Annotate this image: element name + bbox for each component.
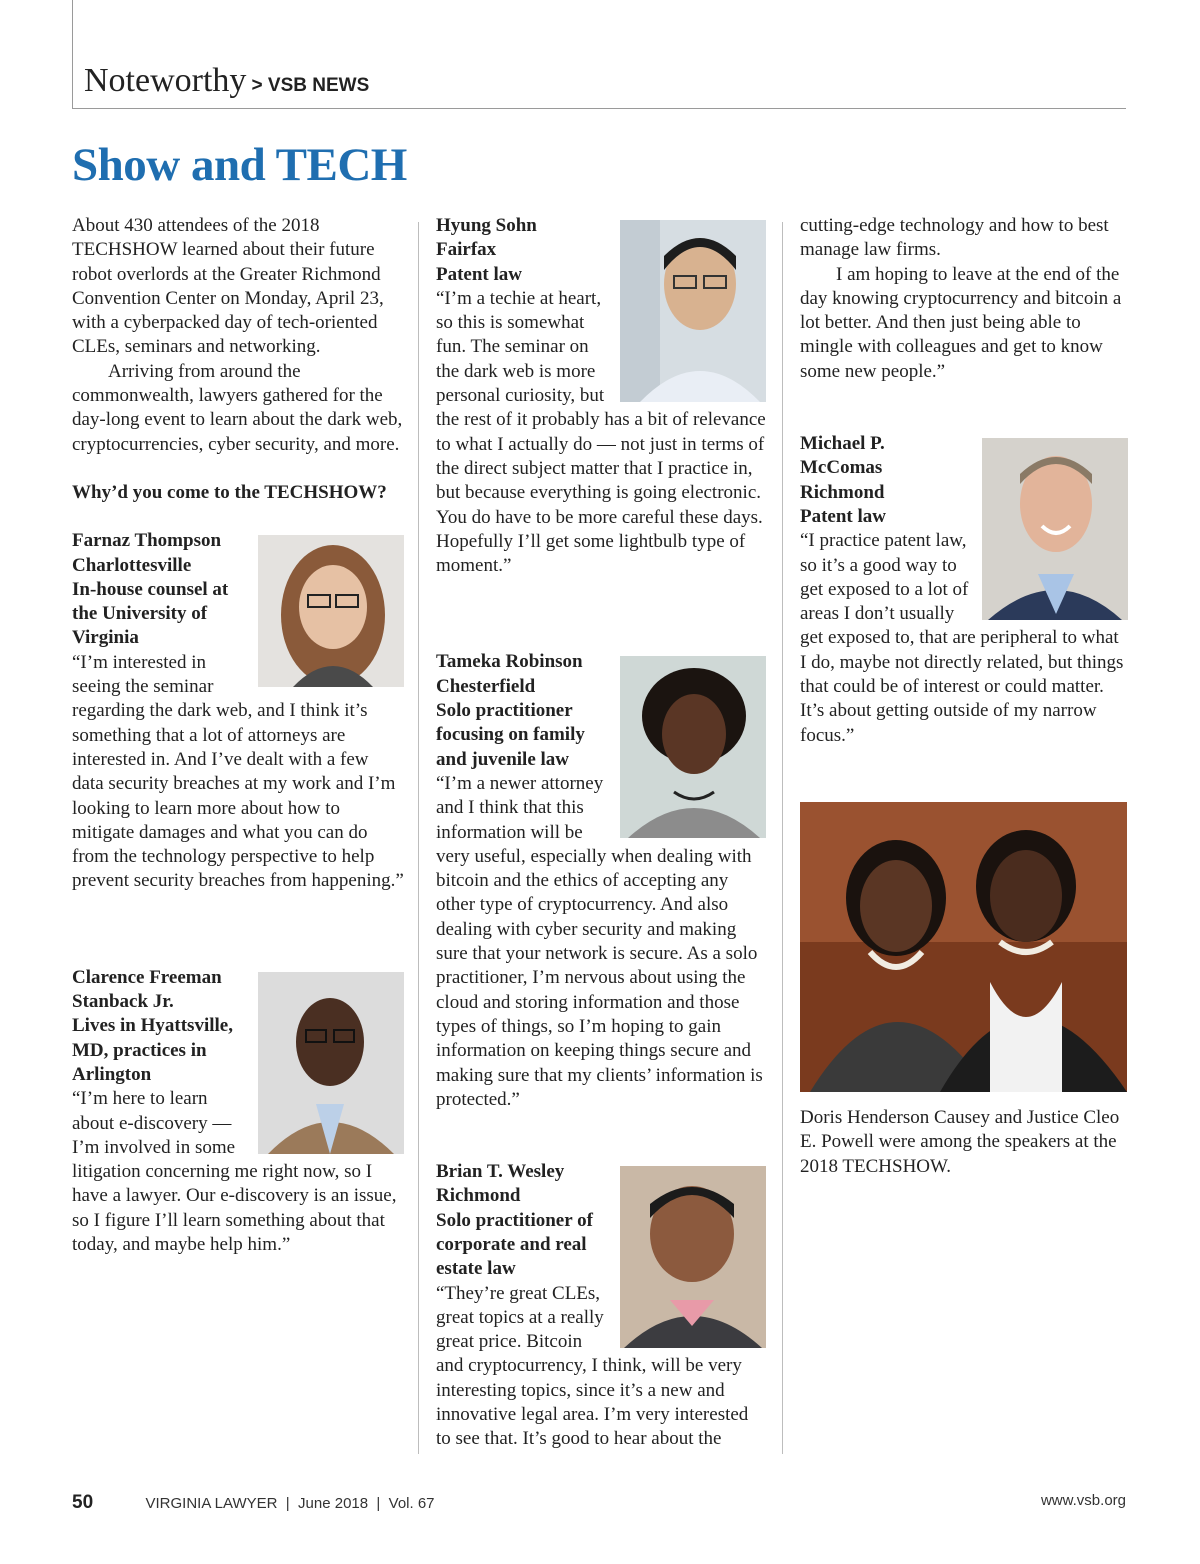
header-vertical-rule — [72, 0, 73, 108]
profile-location: Chesterfield — [436, 675, 536, 697]
profile-name: Brian T. Wesley — [436, 1161, 565, 1183]
profile-role: Patent law — [436, 263, 523, 285]
profile-quote: “I’m interested in seeing the seminar regarding the dark web, and I think it’s something that a lot of attorneys are interested in. And I’ve dealt with a few data security breaches at my work and I’m looking to learn more about how to mitigate damages and what you can do from the technology perspective to help prevent security breaches from happening.” — [72, 651, 404, 892]
profile-quote: “They’re great CLEs, great topics at a really great price. Bitcoin and cryptocurrency, I think, will be very interesting topics, since it’s a new and innovative legal area. I’m very interested to see that. It’s good to hear about the — [436, 1282, 749, 1450]
publication-info: VIRGINIA LAWYER | June 2018 | Vol. 67 — [145, 1495, 435, 1512]
profile-name: Hyung Sohn — [436, 215, 537, 236]
profile-name: Farnaz Thompson — [72, 530, 222, 552]
profile-tameka-robinson — [436, 650, 766, 1112]
profile-role: Solo practitioner of corporate and real estate law — [436, 1209, 593, 1280]
column-divider — [782, 222, 783, 1454]
profile-quote: “I’m a techie at heart, so this is somewhat fun. The seminar on the dark web is more personal curiosity, but the rest of it probably has a bit of relevance to what I actually do — not just in terms of the direct subject matter that I practice in, but because everything is going electronic. You do have to be more careful these days. Hopefully I’ll get some lightbulb type of moment.” — [436, 287, 766, 577]
portrait-photo — [620, 656, 766, 838]
profile-role: Lives in Hyattsville, MD, practices in Arlington — [72, 1015, 233, 1085]
portrait-photo — [258, 535, 404, 687]
profile-clarence-stanback — [72, 966, 404, 1258]
profile-name: Tameka Robinson — [436, 651, 583, 673]
portrait-photo — [258, 972, 404, 1154]
profile-location: Charlottesville — [72, 554, 192, 576]
profile-quote-continued: cutting-edge technology and how to best manage law firms. — [800, 215, 1109, 261]
portrait-photo — [620, 220, 766, 402]
column-3 — [800, 214, 1128, 748]
column-1 — [72, 214, 404, 1257]
portrait-photo — [620, 1166, 766, 1348]
section-breadcrumb: > VSB NEWS — [251, 75, 370, 96]
intro-paragraph: Arriving from around the commonwealth, lawyers gathered for the day-long event to learn about the dark web, cryptocurrencies, cyber security, and more. — [72, 360, 403, 455]
profile-name: Michael P. McComas — [800, 433, 885, 479]
section-name: Noteworthy — [84, 62, 247, 99]
section-header — [84, 62, 369, 100]
speakers-photo — [800, 802, 1127, 1092]
header-horizontal-rule — [72, 108, 1126, 109]
profile-quote: “I practice patent law, so it’s a good way to get exposed to a lot of areas I don’t usually get exposed to, that are peripheral to what I do, maybe not directly related, but things that could be of interest or could matter. It’s about getting outside of my narrow focus.” — [800, 530, 1124, 746]
profile-name: Clarence Freeman Stanback Jr. — [72, 966, 222, 1013]
footer-left — [72, 1492, 435, 1514]
profile-quote-continued: I am hoping to leave at the end of the day knowing cryptocurrency and bitcoin a lot better. And then just being able to mingle with colleagues and get to know some new people.” — [800, 263, 1122, 382]
intro-paragraph: About 430 attendees of the 2018 TECHSHOW learned about their future robot overlords at the Greater Richmond Convention Center on Monday, April 23, with a cyberpacked day of tech-oriented CLEs, seminars and networking. — [72, 215, 384, 358]
page-number: 50 — [72, 1492, 94, 1513]
profile-role: Patent law — [800, 505, 887, 527]
profile-location: Richmond — [436, 1185, 521, 1207]
profile-location: Fairfax — [436, 239, 497, 261]
article-title: Show and TECH — [72, 139, 407, 191]
profile-location: Richmond — [800, 481, 885, 503]
question-heading: Why’d you come to the TECHSHOW? — [72, 481, 387, 503]
website-url[interactable]: www.vsb.org — [1040, 1492, 1126, 1509]
profile-role: Solo practitioner focusing on family and juvenile law — [436, 700, 585, 770]
profile-quote: “I’m here to learn about e-discovery — I’m involved in some litigation concerning me right now, so I have a lawyer. Our e-discovery is an issue, so I figure I’ll learn something about that today, and maybe help him.” — [72, 1088, 397, 1255]
profile-brian-wesley — [436, 1160, 766, 1452]
profile-hyung-sohn — [436, 214, 766, 578]
profile-farnaz-thompson — [72, 529, 404, 893]
profile-role: In-house counsel at the University of Virginia — [72, 578, 229, 649]
column-2 — [436, 214, 766, 1452]
photo-caption: Doris Henderson Causey and Justice Cleo E. Powell were among the speakers at the 2018 TECHSHOW. — [800, 1107, 1120, 1177]
column-divider — [418, 222, 419, 1454]
profile-quote: “I’m a newer attorney and I think that this information will be very useful, especially when dealing with bitcoin and the ethics of accepting any other type of cryptocurrency. And also dealing with cyber security and making sure that your network is secure. As a solo practitioner, I’m nervous about using the cloud and storing information and those types of things, so I’m hoping to gain information on keeping things secure and making sure that my clients’ information is protected.” — [436, 772, 763, 1110]
portrait-photo — [982, 438, 1128, 620]
profile-michael-mccomas — [800, 432, 1128, 748]
